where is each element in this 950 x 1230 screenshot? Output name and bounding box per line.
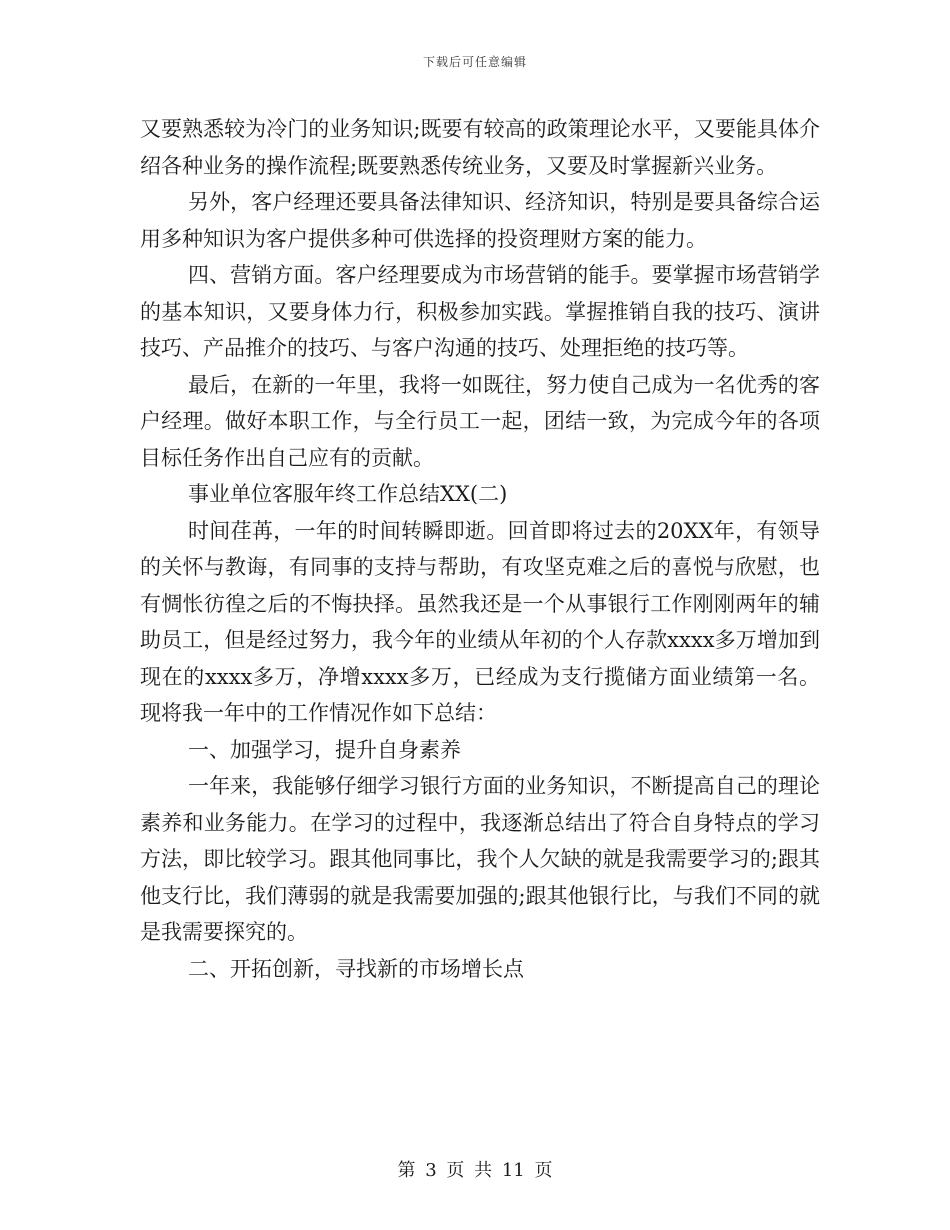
subheading-study: 一、加强学习，提升自身素养 [188, 737, 461, 762]
page-number: 第 3 页 共 11 页 [397, 1160, 553, 1181]
section-title: 事业单位客服年终工作总结XX(二) [188, 482, 508, 506]
paragraph-marketing: 四、营销方面。客户经理要成为市场营销的能手。要掌握市场营销学的基本知识，又要身体力行，积极参加实践。掌握推销自我的技巧、演讲技巧、产品推介的技巧、与客户沟通的技巧、处理拒绝的技巧等。 [140, 263, 820, 360]
document-body [140, 111, 820, 987]
paragraph-legal-knowledge: 另外，客户经理还要具备法律知识、经济知识，特别是要具备综合运用多种知识为客户提供多种可供选择的投资理财方案的能力。 [140, 190, 820, 251]
page-header-note: 下载后可任意编辑 [422, 55, 527, 69]
paragraph-intro-summary: 时间荏苒，一年的时间转瞬即逝。回首即将过去的20XX年，有领导的关怀与教诲，有同事的支持与帮助，有攻坚克难之后的喜悦与欣慰，也有惆怅彷徨之后的不悔抉择。虽然我还是一个从事银行工作刚刚两年的辅助员工，但是经过努力，我今年的业绩从年初的个人存款xxxx多万增加到现在的xxxx多万，净增xxxx多万，已经成为支行揽储方面业绩第一名。现将我一年中的工作情况作如下总结： [140, 518, 820, 725]
subheading-innovation: 二、开拓创新，寻找新的市场增长点 [188, 956, 524, 981]
paragraph-conclusion: 最后，在新的一年里，我将一如既往，努力使自己成为一名优秀的客户经理。做好本职工作，与全行员工一起，团结一致，为完成今年的各项目标任务作出自己应有的贡献。 [140, 372, 820, 470]
paragraph-study: 一年来，我能够仔细学习银行方面的业务知识，不断提高自己的理论素养和业务能力。在学习的过程中，我逐渐总结出了符合自身特点的学习方法，即比较学习。跟其他同事比，我个人欠缺的就是我需要学习的;跟其他支行比，我们薄弱的就是我需要加强的;跟其他银行比，与我们不同的就是我需要探究的。 [140, 774, 820, 944]
paragraph-continued: 又要熟悉较为冷门的业务知识;既要有较高的政策理论水平，又要能具体介绍各种业务的操作流程;既要熟悉传统业务，又要及时掌握新兴业务。 [140, 117, 820, 178]
